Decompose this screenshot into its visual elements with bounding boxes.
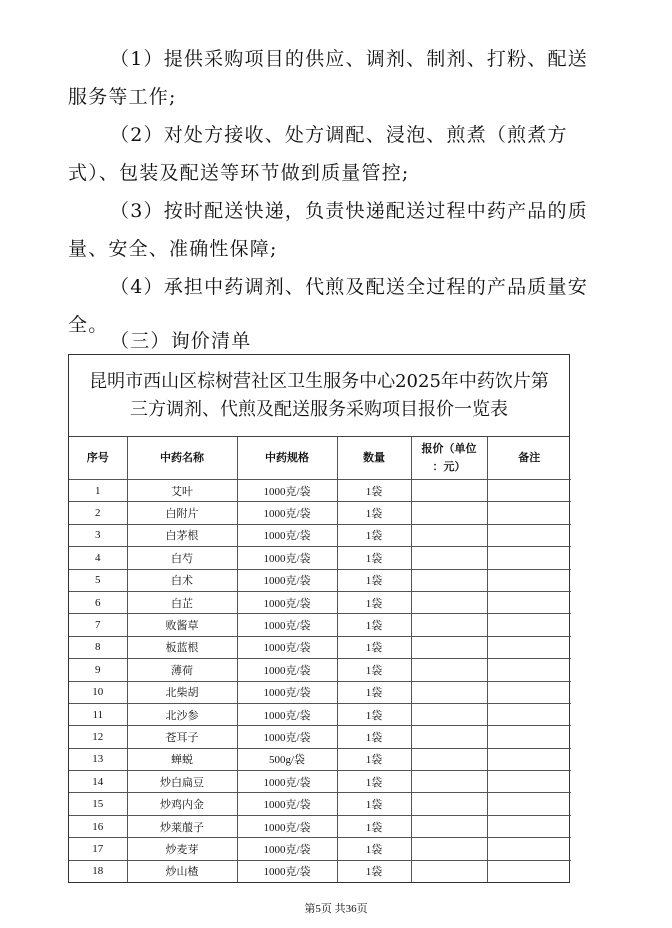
cell-no: 1 bbox=[69, 480, 127, 502]
table-title-line-2: 三方调剂、代煎及配送服务采购项目报价一览表 bbox=[130, 399, 508, 420]
table-row bbox=[69, 591, 571, 613]
cell-qty: 1袋 bbox=[337, 502, 411, 524]
cell-name: 炒白扁豆 bbox=[127, 771, 237, 793]
cell-name: 薄荷 bbox=[127, 659, 237, 681]
header-note: 备注 bbox=[487, 437, 571, 480]
table-row bbox=[69, 502, 571, 524]
header-spec: 中药规格 bbox=[237, 437, 337, 480]
table-row bbox=[69, 681, 571, 703]
table-row bbox=[69, 793, 571, 815]
header-price-line-2: ：元） bbox=[432, 460, 466, 473]
cell-price bbox=[411, 480, 487, 502]
cell-name: 北柴胡 bbox=[127, 681, 237, 703]
cell-qty: 1袋 bbox=[337, 547, 411, 569]
cell-no: 7 bbox=[69, 614, 127, 636]
cell-price bbox=[411, 815, 487, 837]
table-row bbox=[69, 480, 571, 502]
cell-note bbox=[487, 480, 571, 502]
table-row bbox=[69, 838, 571, 860]
header-no: 序号 bbox=[69, 437, 127, 480]
cell-name: 板蓝根 bbox=[127, 636, 237, 658]
cell-spec: 1000克/袋 bbox=[237, 636, 337, 658]
table-row bbox=[69, 569, 571, 591]
cell-qty: 1袋 bbox=[337, 659, 411, 681]
cell-price bbox=[411, 860, 487, 882]
table-header-row bbox=[69, 437, 571, 480]
cell-name: 白芷 bbox=[127, 591, 237, 613]
cell-spec: 1000克/袋 bbox=[237, 771, 337, 793]
cell-price bbox=[411, 838, 487, 860]
cell-note bbox=[487, 502, 571, 524]
cell-no: 11 bbox=[69, 703, 127, 725]
table-row bbox=[69, 703, 571, 725]
cell-spec: 500g/袋 bbox=[237, 748, 337, 770]
paragraph-2: （2）对处方接收、处方调配、浸泡、煎煮（煎煮方式）、包装及配送等环节做到质量管控; bbox=[68, 124, 568, 184]
cell-name: 苍耳子 bbox=[127, 726, 237, 748]
cell-qty: 1袋 bbox=[337, 838, 411, 860]
cell-name: 北沙参 bbox=[127, 703, 237, 725]
cell-price bbox=[411, 569, 487, 591]
header-price bbox=[411, 437, 487, 480]
cell-spec: 1000克/袋 bbox=[237, 524, 337, 546]
cell-note bbox=[487, 793, 571, 815]
table-body bbox=[69, 480, 571, 883]
cell-spec: 1000克/袋 bbox=[237, 547, 337, 569]
cell-name: 败酱草 bbox=[127, 614, 237, 636]
cell-name: 炒麦芽 bbox=[127, 838, 237, 860]
cell-note bbox=[487, 524, 571, 546]
cell-qty: 1袋 bbox=[337, 524, 411, 546]
cell-price bbox=[411, 547, 487, 569]
cell-qty: 1袋 bbox=[337, 703, 411, 725]
cell-no: 8 bbox=[69, 636, 127, 658]
paragraph-1: （1）提供采购项目的供应、调剂、制剂、打粉、配送服务等工作; bbox=[68, 48, 588, 108]
cell-name: 白术 bbox=[127, 569, 237, 591]
cell-no: 17 bbox=[69, 838, 127, 860]
cell-spec: 1000克/袋 bbox=[237, 838, 337, 860]
table-row bbox=[69, 726, 571, 748]
cell-price bbox=[411, 748, 487, 770]
cell-price bbox=[411, 614, 487, 636]
cell-spec: 1000克/袋 bbox=[237, 681, 337, 703]
cell-price bbox=[411, 703, 487, 725]
cell-note bbox=[487, 614, 571, 636]
cell-price bbox=[411, 502, 487, 524]
cell-qty: 1袋 bbox=[337, 569, 411, 591]
cell-qty: 1袋 bbox=[337, 815, 411, 837]
cell-no: 16 bbox=[69, 815, 127, 837]
cell-qty: 1袋 bbox=[337, 681, 411, 703]
cell-note bbox=[487, 659, 571, 681]
cell-note bbox=[487, 569, 571, 591]
cell-note bbox=[487, 771, 571, 793]
cell-name: 白茅根 bbox=[127, 524, 237, 546]
cell-no: 10 bbox=[69, 681, 127, 703]
paragraph-3: （3）按时配送快递，负责快递配送过程中药产品的质量、安全、准确性保障; bbox=[68, 200, 588, 260]
cell-note bbox=[487, 748, 571, 770]
cell-price bbox=[411, 681, 487, 703]
cell-name: 艾叶 bbox=[127, 480, 237, 502]
table-row bbox=[69, 815, 571, 837]
table-row bbox=[69, 860, 571, 882]
cell-qty: 1袋 bbox=[337, 860, 411, 882]
section-heading: （三）询价清单 bbox=[110, 330, 252, 352]
cell-no: 5 bbox=[69, 569, 127, 591]
header-price-line-1: 报价（单位 bbox=[421, 442, 477, 455]
cell-qty: 1袋 bbox=[337, 726, 411, 748]
cell-name: 炒山楂 bbox=[127, 860, 237, 882]
cell-qty: 1袋 bbox=[337, 591, 411, 613]
cell-spec: 1000克/袋 bbox=[237, 614, 337, 636]
quote-table bbox=[69, 437, 571, 882]
table-row bbox=[69, 547, 571, 569]
cell-note bbox=[487, 681, 571, 703]
table-row bbox=[69, 614, 571, 636]
cell-no: 18 bbox=[69, 860, 127, 882]
cell-spec: 1000克/袋 bbox=[237, 726, 337, 748]
header-qty: 数量 bbox=[337, 437, 411, 480]
cell-qty: 1袋 bbox=[337, 636, 411, 658]
cell-no: 12 bbox=[69, 726, 127, 748]
header-name: 中药名称 bbox=[127, 437, 237, 480]
cell-note bbox=[487, 547, 571, 569]
cell-price bbox=[411, 524, 487, 546]
cell-name: 蝉蜕 bbox=[127, 748, 237, 770]
cell-spec: 1000克/袋 bbox=[237, 502, 337, 524]
quote-table-container bbox=[68, 354, 570, 883]
cell-spec: 1000克/袋 bbox=[237, 815, 337, 837]
cell-price bbox=[411, 771, 487, 793]
cell-spec: 1000克/袋 bbox=[237, 703, 337, 725]
cell-qty: 1袋 bbox=[337, 480, 411, 502]
table-row bbox=[69, 636, 571, 658]
cell-qty: 1袋 bbox=[337, 793, 411, 815]
cell-spec: 1000克/袋 bbox=[237, 793, 337, 815]
cell-price bbox=[411, 793, 487, 815]
cell-no: 4 bbox=[69, 547, 127, 569]
cell-note bbox=[487, 636, 571, 658]
cell-no: 9 bbox=[69, 659, 127, 681]
cell-price bbox=[411, 591, 487, 613]
cell-spec: 1000克/袋 bbox=[237, 591, 337, 613]
cell-no: 13 bbox=[69, 748, 127, 770]
cell-note bbox=[487, 838, 571, 860]
cell-qty: 1袋 bbox=[337, 771, 411, 793]
table-title bbox=[69, 355, 569, 437]
table-row bbox=[69, 748, 571, 770]
cell-note bbox=[487, 591, 571, 613]
cell-price bbox=[411, 726, 487, 748]
cell-spec: 1000克/袋 bbox=[237, 569, 337, 591]
cell-name: 白芍 bbox=[127, 547, 237, 569]
cell-price bbox=[411, 659, 487, 681]
cell-name: 炒莱菔子 bbox=[127, 815, 237, 837]
cell-price bbox=[411, 636, 487, 658]
cell-qty: 1袋 bbox=[337, 614, 411, 636]
table-row bbox=[69, 524, 571, 546]
table-row bbox=[69, 659, 571, 681]
cell-spec: 1000克/袋 bbox=[237, 659, 337, 681]
cell-note bbox=[487, 815, 571, 837]
table-title-line-1: 昆明市西山区棕树营社区卫生服务中心2025年中药饮片第 bbox=[89, 371, 549, 392]
cell-qty: 1袋 bbox=[337, 748, 411, 770]
cell-no: 15 bbox=[69, 793, 127, 815]
page-footer: 第5页 共36页 bbox=[304, 903, 368, 915]
cell-no: 6 bbox=[69, 591, 127, 613]
cell-note bbox=[487, 860, 571, 882]
cell-name: 白附片 bbox=[127, 502, 237, 524]
cell-no: 2 bbox=[69, 502, 127, 524]
cell-spec: 1000克/袋 bbox=[237, 480, 337, 502]
cell-no: 14 bbox=[69, 771, 127, 793]
cell-name: 炒鸡内金 bbox=[127, 793, 237, 815]
cell-note bbox=[487, 703, 571, 725]
table-row bbox=[69, 771, 571, 793]
cell-note bbox=[487, 726, 571, 748]
cell-no: 3 bbox=[69, 524, 127, 546]
paragraph-4: （4）承担中药调剂、代煎及配送全过程的产品质量安全。 bbox=[68, 276, 588, 336]
cell-spec: 1000克/袋 bbox=[237, 860, 337, 882]
